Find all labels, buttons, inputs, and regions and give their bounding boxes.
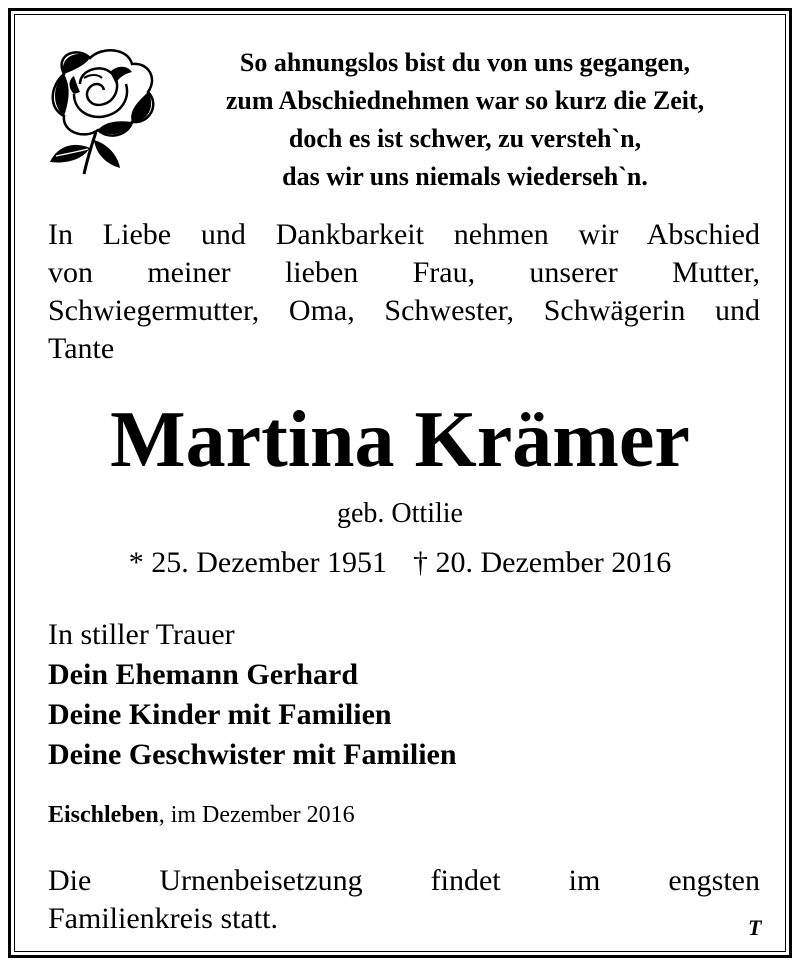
deceased-name: Martina Krämer <box>110 396 690 484</box>
intro-line: In Liebe und Dankbarkeit nehmen wir Abschied <box>48 218 760 251</box>
burial-line: Die Urnenbeisetzung findet im engsten <box>48 864 760 897</box>
place-town: Eischleben <box>48 802 159 828</box>
intro-line: Tante <box>48 332 115 365</box>
burial-notice <box>48 862 760 938</box>
poem <box>170 44 760 196</box>
mourners <box>48 615 760 775</box>
poem-line: doch es ist schwer, zu versteh`n, <box>288 124 642 153</box>
poem-line: das wir uns niemals wiederseh`n. <box>282 162 648 191</box>
birth-date: * 25. Dezember 1951 <box>128 546 387 579</box>
mourners-lead: In stiller Trauer <box>48 618 235 651</box>
intro-line: von meiner lieben Frau, unserer Mutter, <box>48 256 760 289</box>
place-date <box>48 798 760 832</box>
poem-line: So ahnungslos bist du von uns gegangen, <box>239 48 691 77</box>
mourner-name: Deine Geschwister mit Familien <box>48 738 457 771</box>
publisher-mark: T <box>748 915 762 940</box>
burial-line: Familienkreis statt. <box>48 902 278 935</box>
mourner-name: Deine Kinder mit Familien <box>48 698 392 731</box>
intro-line: Schwiegermutter, Oma, Schwester, Schwägerin und <box>48 294 760 327</box>
intro-text <box>48 216 760 368</box>
birth-name: geb. Ottilie <box>337 498 463 529</box>
poem-line: zum Abschiednehmen war so kurz die Zeit, <box>225 86 705 115</box>
mourner-name: Dein Ehemann Gerhard <box>48 658 359 691</box>
death-date: † 20. Dezember 2016 <box>413 546 672 579</box>
place-rest: , im Dezember 2016 <box>158 802 355 828</box>
life-dates <box>0 543 800 583</box>
rose-icon <box>44 44 162 176</box>
